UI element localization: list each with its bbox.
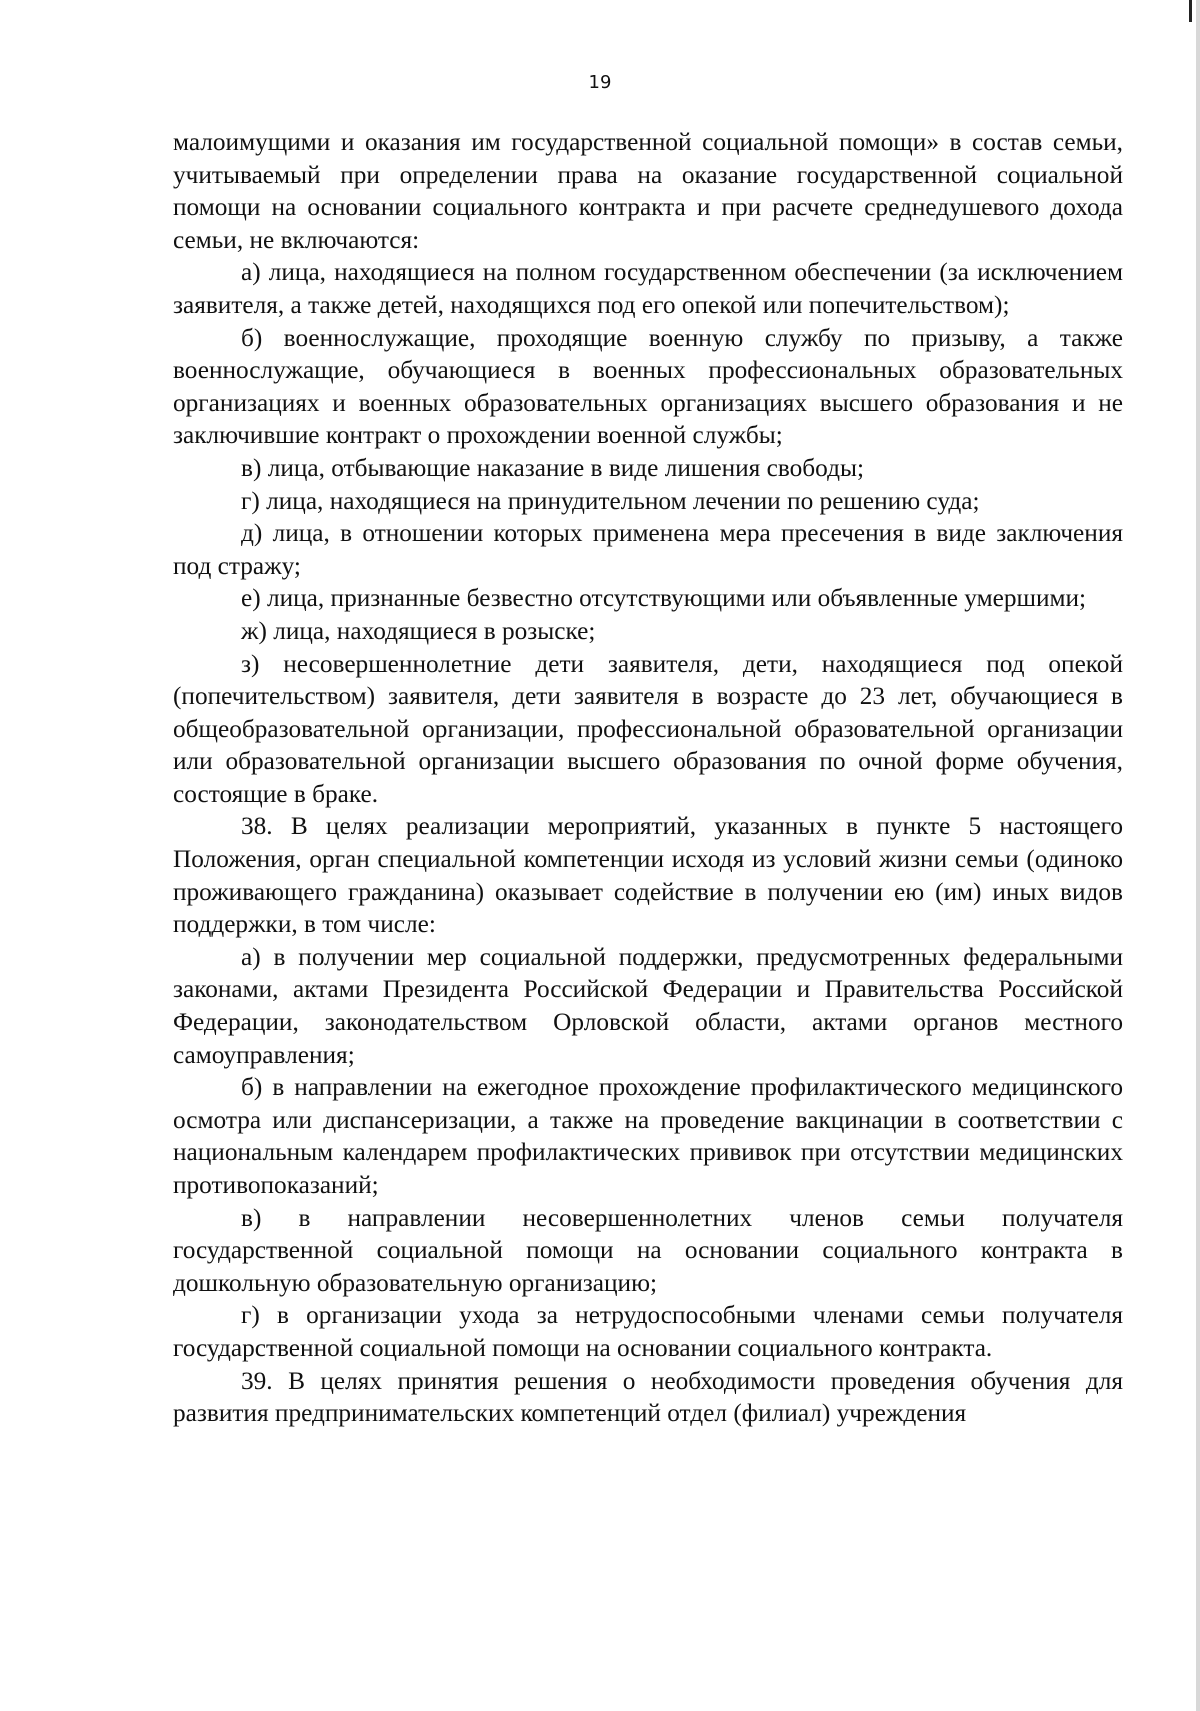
paragraph-item-g: г) лица, находящиеся на принудительном лечении по решению суда; xyxy=(241,486,980,515)
paragraph-continuation: малоимущими и оказания им государственной социальной помощи» в состав семьи, учитываемый при определении права на оказание государственной социальной помощи на основании социального контракта и при расчете среднедушевого дохода семьи, не включаются: xyxy=(173,128,1123,254)
paragraph-38-item-v: в) в направлении несовершеннолетних членов семьи получателя государственной социальной помощи на основании социального контракта в дошкольную образовательную организацию; xyxy=(173,1203,1123,1297)
paragraph-item-d: д) лица, в отношении которых применена мера пресечения в виде заключения под стражу; xyxy=(173,519,1123,580)
scan-edge-mark xyxy=(1189,0,1192,22)
paragraph-item-z: з) несовершеннолетние дети заявителя, дети, находящиеся под опекой (попечительством) заявителя, дети заявителя в возрасте до 23 лет, обучающиеся в общеобразовательной организации, профессиональной образовательной организации или образовательной организации высшего образования по очной форме обучения, состоящие в браке. xyxy=(173,649,1123,808)
paragraph-38-item-b: б) в направлении на ежегодное прохождение профилактического медицинского осмотра или диспансеризации, а также на проведение вакцинации в соответствии с национальным календарем профилактических прививок при отсутствии медицинских противопоказаний; xyxy=(173,1073,1123,1199)
page-number: 19 xyxy=(588,72,612,93)
paragraph-item-zh: ж) лица, находящиеся в розыске; xyxy=(241,616,596,645)
paragraph-38-item-g: г) в организации ухода за нетрудоспособными членами семьи получателя государственной социальной помощи на основании социального контракта. xyxy=(173,1301,1123,1362)
paragraph-item-b: б) военнослужащие, проходящие военную службу по призыву, а также военнослужащие, обучающиеся в военных профессиональных образовательных организациях и военных образовательных организациях высшего образования и не заключившие контракт о прохождении военной службы; xyxy=(173,323,1123,450)
paragraph-section-38: 38. В целях реализации мероприятий, указанных в пункте 5 настоящего Положения, орган специальной компетенции исходя из условий жизни семьи (одиноко проживающего гражданина) оказывает содействие в получении ею (им) иных видов поддержки, в том числе: xyxy=(173,812,1123,939)
paragraph-38-item-a: а) в получении мер социальной поддержки, предусмотренных федеральными законами, актами Президента Российской Федерации и Правительства Российской Федерации, законодательством Орловской области, актами органов местного самоуправления; xyxy=(173,942,1123,1069)
scan-edge xyxy=(1196,0,1200,1711)
paragraph-item-v: в) лица, отбывающие наказание в виде лишения свободы; xyxy=(241,453,864,482)
document-body xyxy=(173,126,1123,1430)
paragraph-section-39: 39. В целях принятия решения о необходимости проведения обучения для развития предпринимательских компетенций отдел (филиал) учреждения xyxy=(173,1366,1123,1428)
paragraph-item-a: а) лица, находящиеся на полном государственном обеспечении (за исключением заявителя, а также детей, находящихся под его опекой или попечительством); xyxy=(173,258,1123,319)
paragraph-item-e: е) лица, признанные безвестно отсутствующими или объявленные умершими; xyxy=(241,584,1087,613)
